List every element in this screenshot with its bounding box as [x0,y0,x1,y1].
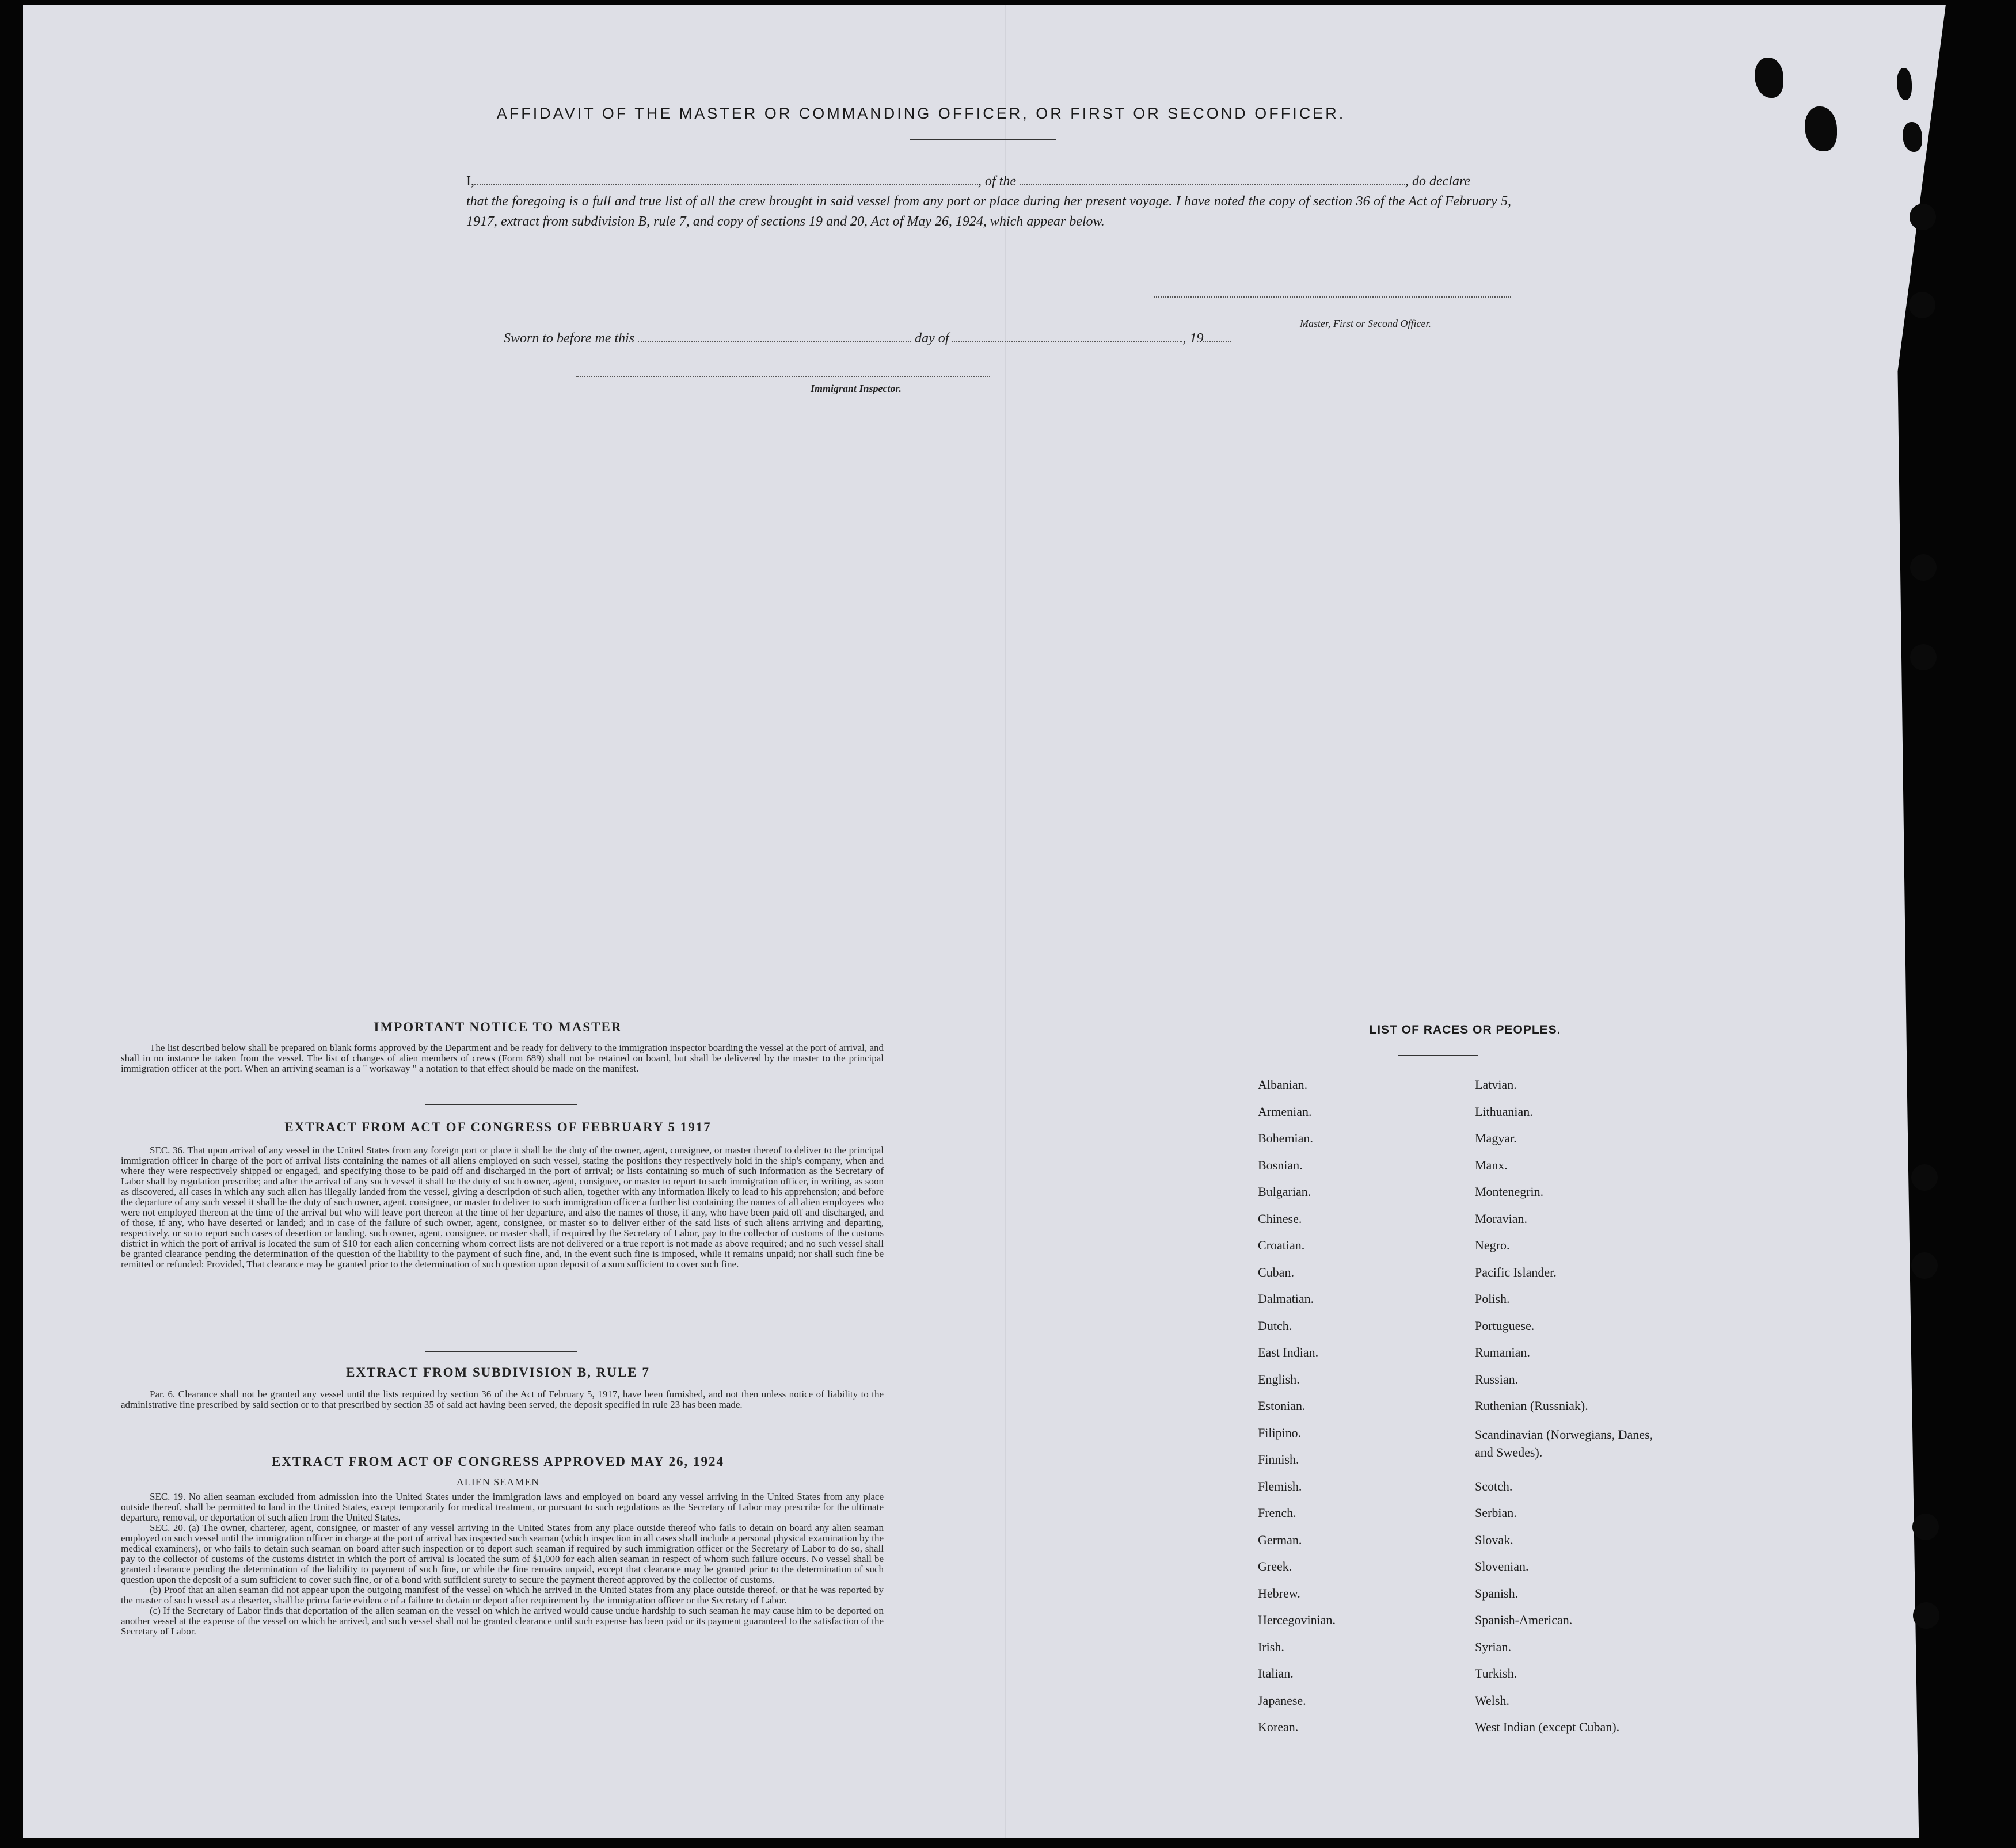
inspector-signature-label: Immigrant Inspector. [811,383,902,394]
extract3-text [121,1492,884,1637]
page-fold-crease [1005,5,1006,1838]
race-item: Rumanian. [1475,1345,1530,1359]
race-item: Bulgarian. [1258,1184,1311,1199]
race-item: Slovak. [1475,1532,1513,1547]
race-item: Flemish. [1258,1479,1302,1493]
punch-hole [1911,1252,1938,1279]
declarant-i-label: I, [466,174,474,189]
race-item: Lithuanian. [1475,1104,1533,1119]
extract1-title: EXTRACT FROM ACT OF CONGRESS OF FEBRUARY 5 1917 [284,1120,712,1134]
race-item: Bohemian. [1258,1131,1313,1145]
punch-hole [1912,1514,1939,1540]
race-item: Serbian. [1475,1506,1517,1520]
race-item: West Indian (except Cuban). [1475,1720,1620,1734]
race-item: Irish. [1258,1639,1284,1654]
race-item: French. [1258,1506,1296,1520]
section-20a-paragraph: SEC. 20. (a) The owner, charterer, agent, consignee, or master of any vessel arriving in the United States from any place outside thereof who fails to detain on board any alien seaman employed on such vessel until the immigration officer in charge at the port of arrival has inspected such seaman (which inspection in all cases shall include a personal physical examination by the medical examiners), or who fails to detain such seaman on board after such inspection or to deport such seaman if required by such immigration officer or the Secretary of Labor to do so, shall pay to the collector of customs of the customs district in which the port of arrival is located the sum of $1,000 for each alien seaman in respect of whom such failure occurs. No vessel shall be granted clearance pending the determination of the liability to payment of such fine, or while the fine remains unpaid, except that clearance may be granted prior to the determination of such question upon the deposit of a sum sufficient to cover such fine, or of a bond with sufficient surety to secure the payment thereof approved by the collector of customs. [121,1522,884,1585]
title-underline [910,139,1056,140]
race-item: Portuguese. [1475,1318,1535,1333]
races-title: LIST OF RACES OR PEOPLES. [1369,1023,1561,1037]
punch-hole [1910,204,1936,230]
notice-text [121,1043,884,1074]
year-label: , 19 [1182,331,1204,346]
affidavit-title: AFFIDAVIT OF THE MASTER OR COMMANDING OFFICER, OR FIRST OR SECOND OFFICER. [496,105,1346,122]
race-item: Greek. [1258,1559,1292,1573]
do-declare-label: , do declare [1405,174,1471,189]
race-item: Pacific Islander. [1475,1264,1557,1279]
race-item: Finnish. [1258,1452,1299,1466]
race-item: Japanese. [1258,1693,1306,1708]
race-item: Turkish. [1475,1666,1517,1681]
punch-hole [1909,292,1935,318]
extract3-subtitle: ALIEN SEAMEN [456,1476,540,1488]
race-item: Estonian. [1258,1399,1306,1413]
extract2-title: EXTRACT FROM SUBDIVISION B, RULE 7 [346,1365,650,1380]
race-item: Negro. [1475,1238,1510,1252]
race-item: Montenegrin. [1475,1184,1544,1199]
section-20b-paragraph: (b) Proof that an alien seaman did not appear upon the outgoing manifest of the vessel on which he arrived in the United States from any place outside thereof, or that he was reported by the master of such vessel as a deserter, shall be prima facie evidence of a failure to detain or deport after requirement by the immigration officer or the Secretary of Labor. [121,1584,884,1606]
rule-7-paragraph: Par. 6. Clearance shall not be granted any vessel until the lists required by section 36 of the Act of February 5, 1917, have been furnished, and not then unless notice of liability to the administrative fine prescribed by said section or to that prescribed by section 35 of said act having been served, the deposit specified in rule 23 has been made. [121,1389,884,1410]
race-item: Hercegovinian. [1258,1613,1336,1627]
sworn-year-blank[interactable] [1203,341,1231,342]
race-item: Spanish-American. [1475,1613,1573,1627]
race-item: Magyar. [1475,1131,1517,1145]
day-of-label: day of [915,331,949,346]
races-title-underline [1398,1055,1478,1056]
race-item: Dalmatian. [1258,1291,1314,1306]
race-item: Polish. [1475,1291,1510,1306]
race-item: Hebrew. [1258,1586,1300,1601]
race-item: Russian. [1475,1371,1519,1386]
punch-hole [1910,554,1937,581]
section-divider [425,1104,577,1105]
race-item: Latvian. [1475,1077,1517,1092]
extract1-text [121,1145,884,1270]
sworn-line [504,331,1231,346]
section-divider [425,1351,577,1352]
section-36-paragraph: SEC. 36. That upon arrival of any vessel in the United States from any foreign port or place it shall be the duty of the owner, agent, consignee, or master thereof to deliver to the principal immigration officer in charge of the port of arrival lists containing the names of all aliens employed on such vessel, stating the positions they respectively hold in the ship's company, when and where they were respectively shipped or engaged, and specifying those to be paid off and discharged in the port of arrival; or lists containing so much of such information as the Secretary of Labor shall by regulation prescribe; and after the arrival of any such vessel it shall be the duty of such owner, agent, consignee, or master to report to such immigration officer, in writing, as soon as discovered, all cases in which any such alien has illegally landed from the vessel, giving a description of such alien, together with any information likely to lead to his apprehension; and before the departure of any such vessel it shall be the duty of such owner, agent, consignee, or master to deliver to such immigration officer a further list containing the names of all alien employees who were not employed thereon at the time of the arrival but who will leave port thereon at the time of her departure, and also the names of those, if any, who have been paid off and discharged, and of those, if any, who have deserted or landed; and in case of the failure of such owner, agent, consignee, or master so to deliver either of the said lists of such aliens arriving and departing, respectively, or so to report such cases of desertion or landing, such owner, agent, consignee, or master shall, if required by the Secretary of Labor, pay to the collector of customs of the customs district in which the port of arrival is located the sum of $10 for each alien concerning whom correct lists are not delivered or a true report is not made as above required; and no such vessel shall be granted clearance pending the determination of the question of the liability to the payment of such fine, and, in the event such fine is imposed, while it remains unpaid; nor shall such fine be remitted or refunded: Provided, That clearance may be granted prior to the determination of such question upon deposit of a sum sufficient to cover such fine. [121,1145,884,1270]
race-item: Scotch. [1475,1479,1513,1493]
race-item: Ruthenian (Russniak). [1475,1399,1588,1413]
race-item: Cuban. [1258,1264,1294,1279]
notice-paragraph: The list described below shall be prepared on blank forms approved by the Department and be ready for delivery to the immigration inspector boarding the vessel at the port of arrival, and shall in no instance be taken from the vessel. The list of changes of alien members of crews (Form 689) shall not be retained on board, but shall be delivered by the master to the principal immigration officer at the port. When an arriving seaman is a " workaway " a notation to that effect should be made on the manifest. [121,1042,884,1074]
declarant-name-blank[interactable] [474,184,978,185]
sworn-month-blank[interactable] [952,341,1182,342]
race-item: Albanian. [1258,1077,1308,1092]
sworn-day-blank[interactable] [638,341,911,342]
notice-title: IMPORTANT NOTICE TO MASTER [374,1020,622,1034]
section-20c-paragraph: (c) If the Secretary of Labor finds that deportation of the alien seaman on the vessel on which he arrived would cause undue hardship to such seaman he may cause him to be deported on another vessel at the expense of the vessel on which he arrived, and such vessel shall not be granted clearance until such expense has been paid or its payment guaranteed to the satisfaction of the Secretary of Labor. [121,1605,884,1637]
race-item: Armenian. [1258,1104,1312,1119]
race-item: Bosnian. [1258,1157,1303,1172]
affidavit-declaration [466,172,1511,232]
race-item: German. [1258,1532,1302,1547]
race-item: Slovenian. [1475,1559,1529,1573]
race-item: Manx. [1475,1157,1508,1172]
master-signature-line[interactable] [1154,296,1511,298]
section-19-paragraph: SEC. 19. No alien seaman excluded from admission into the United States under the immigration laws and employed on board any vessel arriving in the United States from any place outside thereof, shall be permitted to land in the United States, except temporarily for medical treatment, or pursuant to such regulations as the Secretary of Labor may prescribe for the ultimate departure, removal, or deportation of such alien from the United States. [121,1491,884,1523]
race-item: Korean. [1258,1720,1299,1734]
inspector-signature-line[interactable] [576,376,990,377]
race-item: Spanish. [1475,1586,1519,1601]
race-item: Moravian. [1475,1211,1528,1226]
extract3-title: EXTRACT FROM ACT OF CONGRESS APPROVED MAY 26, 1924 [271,1454,724,1469]
race-item: Filipino. [1258,1425,1302,1440]
race-item: Scandinavian (Norwegians, Danes, and Swedes). [1475,1427,1653,1460]
torn-edge-mark [1897,68,1912,100]
race-item: Syrian. [1475,1639,1511,1654]
master-signature-label: Master, First or Second Officer. [1300,318,1431,329]
affidavit-body-text: that the foregoing is a full and true list of all the crew brought in said vessel from any port or place during her present voyage. I have noted the copy of section 36 of the Act of February 5, 1917, extract from subdivision B, rule 7, and copy of sections 19 and 20, Act of May 26, 1924, which appear below. [466,194,1511,229]
race-item: Croatian. [1258,1238,1305,1252]
race-item: East Indian. [1258,1345,1319,1359]
punch-hole [1913,1602,1939,1629]
punch-hole [1911,1164,1938,1191]
sworn-label: Sworn to before me this [504,331,635,346]
extract2-text [121,1389,884,1410]
race-item: Dutch. [1258,1318,1292,1333]
vessel-name-blank[interactable] [1020,184,1405,185]
race-item: Chinese. [1258,1211,1302,1226]
race-item: Italian. [1258,1666,1294,1681]
race-item: English. [1258,1371,1300,1386]
punch-hole [1910,644,1937,670]
race-item: Welsh. [1475,1693,1509,1708]
of-the-label: , of the [978,174,1016,189]
